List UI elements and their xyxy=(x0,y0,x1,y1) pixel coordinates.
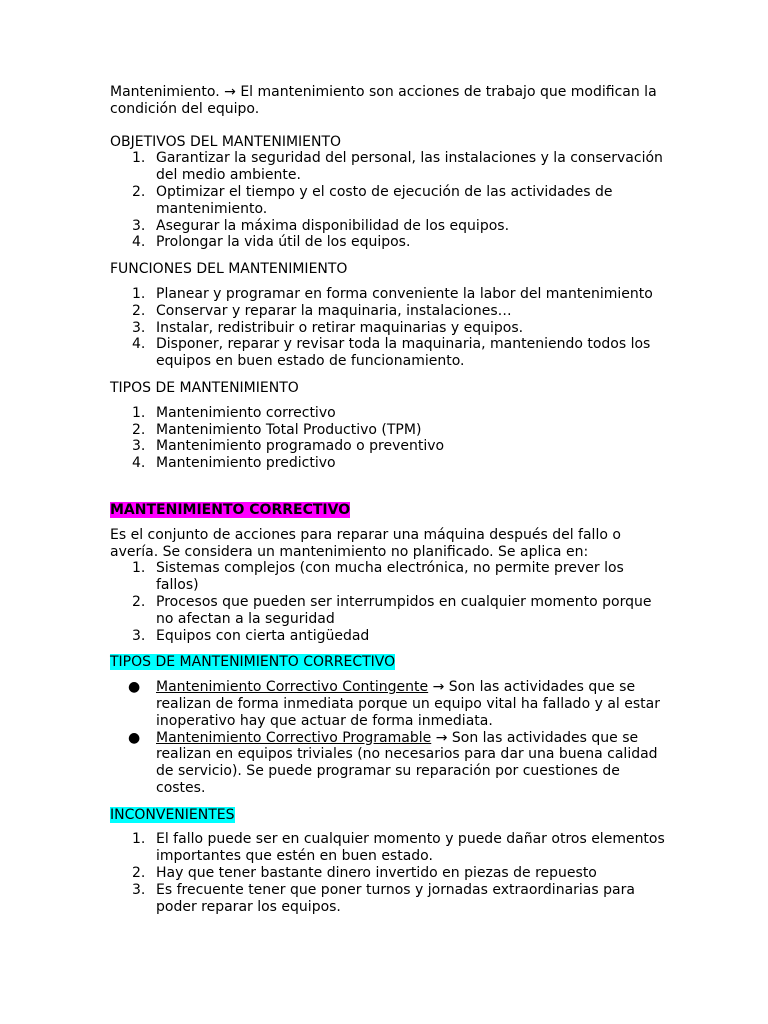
list-item-text: Son las actividades que se realizan de forma inmediata porque un equipo vital ha fallado y al estar inoperativo hay que actuar de forma inmediata. xyxy=(156,679,660,729)
arrow-icon: → xyxy=(432,679,445,696)
list-item: 1. El fallo puede ser en cualquier momento y puede dañar otros elementos importantes que estén en buen estado. xyxy=(132,831,665,865)
funciones-list xyxy=(110,286,668,370)
list-item: 3. Es frecuente tener que poner turnos y jornadas extraordinarias para poder reparar los equipos. xyxy=(132,881,635,915)
intro-text: El mantenimiento son acciones de trabajo que modifican la condición del equipo. xyxy=(110,84,657,117)
objetivos-heading: OBJETIVOS DEL MANTENIMIENTO xyxy=(110,133,342,150)
inconvenientes-heading xyxy=(110,807,668,824)
correctivo-paragraph: Es el conjunto de acciones para reparar una máquina después del fallo o avería. Se considera un mantenimiento no planificado. Se aplica en: xyxy=(110,526,621,560)
inconvenientes-list xyxy=(110,831,668,915)
list-item: 4. Prolongar la vida útil de los equipos. xyxy=(132,234,411,251)
list-item: 2. Mantenimiento Total Productivo (TPM) xyxy=(132,421,422,438)
list-item: 2. Hay que tener bastante dinero invertido en piezas de repuesto xyxy=(132,865,597,882)
list-item: 1. Sistemas complejos (con mucha electrónica, no permite prever los fallos) xyxy=(132,560,624,594)
tipos-heading: TIPOS DE MANTENIMIENTO xyxy=(110,379,299,396)
correctivo-list xyxy=(110,560,668,644)
tipos-correctivo-heading xyxy=(110,654,668,671)
arrow-icon: → xyxy=(224,84,236,100)
list-item: 3. Mantenimiento programado o preventivo xyxy=(132,438,445,455)
tipos-list xyxy=(110,405,668,472)
intro-paragraph xyxy=(110,84,668,118)
list-item xyxy=(110,730,668,797)
list-item: 3. Equipos con cierta antigüedad xyxy=(132,627,370,644)
list-item: 3. Asegurar la máxima disponibilidad de los equipos. xyxy=(132,217,510,234)
arrow-icon: → xyxy=(435,729,448,746)
inconvenientes-heading-text: INCONVENIENTES xyxy=(110,806,235,823)
list-item-term: Mantenimiento Correctivo Programable xyxy=(156,729,432,746)
correctivo-heading-text: MANTENIMIENTO CORRECTIVO xyxy=(110,501,351,518)
objetivos-list xyxy=(110,150,668,251)
bullet-icon: ● xyxy=(128,679,141,696)
list-item: 4. Disponer, reparar y revisar toda la maquinaria, manteniendo todos los equipos en buen estado de funcionamiento. xyxy=(132,336,651,370)
list-item: 1. Mantenimiento correctivo xyxy=(132,404,336,421)
list-item: 4. Mantenimiento predictivo xyxy=(132,455,336,472)
list-item: 2. Optimizar el tiempo y el costo de ejecución de las actividades de mantenimiento. xyxy=(132,183,613,217)
tipos-correctivo-list xyxy=(110,679,668,797)
list-item: 1. Garantizar la seguridad del personal, las instalaciones y la conservación del medio ambiente. xyxy=(132,150,663,184)
list-item: 1. Planear y programar en forma conveniente la labor del mantenimiento xyxy=(132,285,653,302)
list-item: 3. Instalar, redistribuir o retirar maquinarias y equipos. xyxy=(132,319,524,336)
list-item: 2. Procesos que pueden ser interrumpidos en cualquier momento porque no afectan a la seguridad xyxy=(132,593,652,627)
list-item xyxy=(110,679,668,729)
list-item-text: Son las actividades que se realizan en equipos triviales (no necesarios para dar una buena calidad de servicio). Se puede programar su reparación por cuestiones de costes. xyxy=(156,729,658,796)
bullet-icon: ● xyxy=(128,729,141,746)
correctivo-heading xyxy=(110,502,668,519)
intro-term: Mantenimiento. xyxy=(110,84,220,100)
list-item-term: Mantenimiento Correctivo Contingente xyxy=(156,679,429,696)
tipos-correctivo-heading-text: TIPOS DE MANTENIMIENTO CORRECTIVO xyxy=(110,654,396,671)
list-item: 2. Conservar y reparar la maquinaria, instalaciones… xyxy=(132,302,512,319)
funciones-heading: FUNCIONES DEL MANTENIMIENTO xyxy=(110,261,348,278)
